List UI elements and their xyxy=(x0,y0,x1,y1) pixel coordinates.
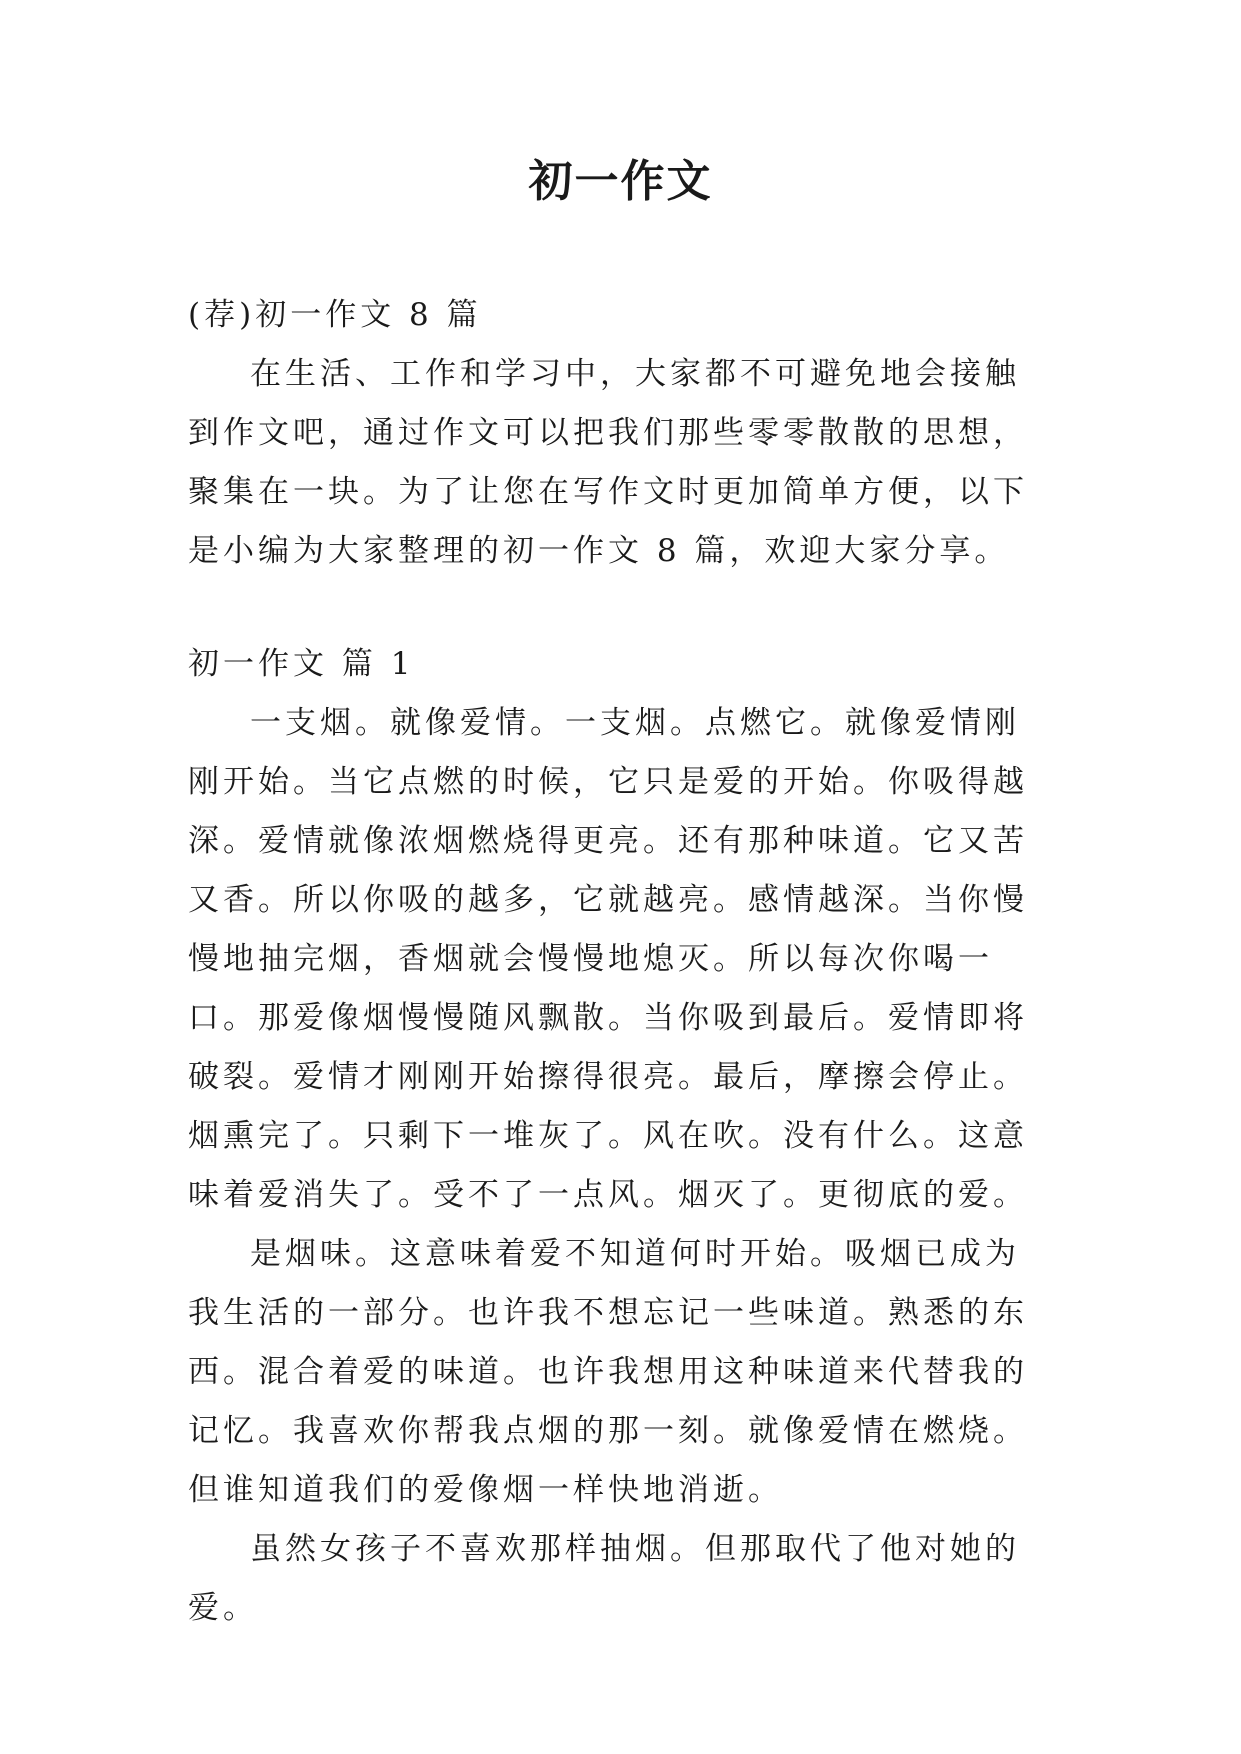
document-body xyxy=(188,286,1053,1638)
document-subtitle: (荐)初一作文 8 篇 xyxy=(188,297,482,333)
body-paragraph-1: 一支烟。就像爱情。一支烟。点燃它。就像爱情刚刚开始。当它点燃的时候，它只是爱的开始。你吸得越深。爱情就像浓烟燃烧得更亮。还有那种味道。它又苦又香。所以你吸的越多，它就越亮。感情越深。当你慢慢地抽完烟，香烟就会慢慢地熄灭。所以每次你喝一口。那爱像烟慢慢随风飘散。当你吸到最后。爱情即将破裂。爱情才刚刚开始擦得很亮。最后，摩擦会停止。烟熏完了。只剩下一堆灰了。风在吹。没有什么。这意味着爱消失了。受不了一点风。烟灭了。更彻底的爱。 xyxy=(188,705,1028,1213)
section-heading: 初一作文 篇 1 xyxy=(188,646,415,682)
body-paragraph-2: 是烟味。这意味着爱不知道何时开始。吸烟已成为我生活的一部分。也许我不想忘记一些味道。熟悉的东西。混合着爱的味道。也许我想用这种味道来代替我的记忆。我喜欢你帮我点烟的那一刻。就像爱情在燃烧。但谁知道我们的爱像烟一样快地消逝。 xyxy=(188,1236,1028,1508)
intro-paragraph: 在生活、工作和学习中，大家都不可避免地会接触到作文吧，通过作文可以把我们那些零零散散的思想，聚集在一块。为了让您在写作文时更加简单方便，以下是小编为大家整理的初一作文 8 篇，欢迎大家分享。 xyxy=(188,356,1028,569)
body-paragraph-3: 虽然女孩子不喜欢那样抽烟。但那取代了他对她的爱。 xyxy=(188,1531,1020,1626)
section-spacer xyxy=(188,581,1053,635)
document-title: 初一作文 xyxy=(528,156,713,207)
